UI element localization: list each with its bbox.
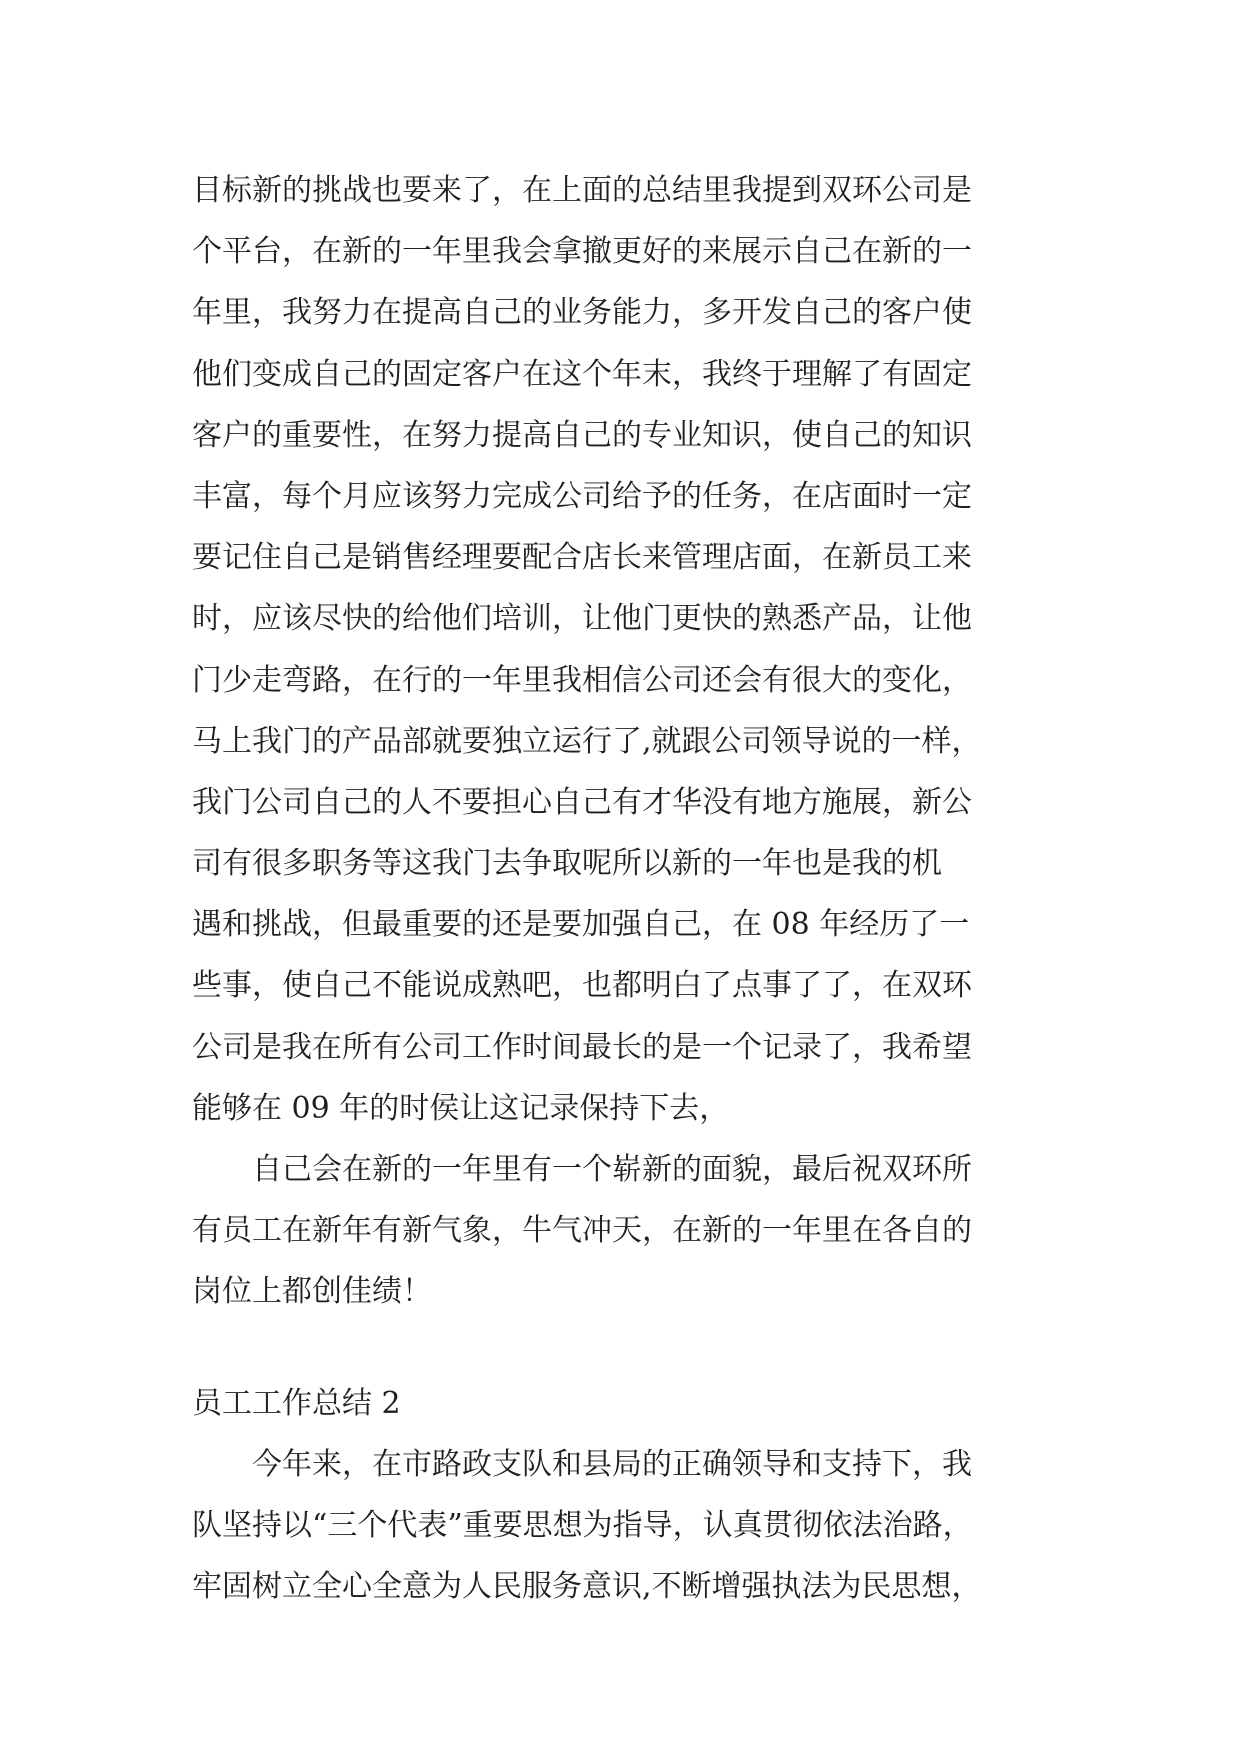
- text-line: 目标新的挑战也要来了，在上面的总结里我提到双环公司是: [192, 173, 972, 208]
- section-heading: 员工工作总结 2: [192, 1385, 401, 1421]
- text-line: 门少走弯路，在行的一年里我相信公司还会有很大的变化，: [192, 662, 972, 698]
- text-line: 司有很多职务等这我门去争取呢所以新的一年也是我的机: [192, 846, 942, 882]
- text-line: 时，应该尽快的给他们培训，让他门更快的熟悉产品，让他: [192, 601, 972, 637]
- text-line: 年里，我努力在提高自己的业务能力，多开发自己的客户使: [192, 295, 972, 331]
- text-line: 我门公司自己的人不要担心自己有才华没有地方施展，新公: [192, 784, 972, 820]
- text-line: 能够在 09 年的时侯让这记录保持下去，: [192, 1090, 730, 1126]
- paragraph-1: [192, 160, 1058, 1139]
- text-line: 丰富，每个月应该努力完成公司给予的任务，在店面时一定: [192, 478, 972, 514]
- text-line: 牢固树立全心全意为人民服务意识,不断增强执法为民思想，: [192, 1569, 982, 1605]
- text-line: 马上我门的产品部就要独立运行了,就跟公司领导说的一样，: [192, 723, 982, 759]
- paragraph-3: [192, 1434, 1058, 1618]
- text-line: 岗位上都创佳绩！: [192, 1274, 432, 1310]
- text-line: 队坚持以“三个代表”重要思想为指导，认真贯彻依法治路，: [192, 1507, 973, 1543]
- paragraph-spacer: [192, 1323, 1058, 1373]
- text-line: 个平台，在新的一年里我会拿撤更好的来展示自己在新的一: [192, 234, 972, 270]
- text-line: 些事，使自己不能说成熟吧，也都明白了点事了了，在双环: [192, 968, 972, 1004]
- text-line: 自己会在新的一年里有一个崭新的面貌，最后祝双环所: [252, 1152, 972, 1187]
- text-line: 今年来，在市路政支队和县局的正确领导和支持下，我: [252, 1446, 972, 1482]
- text-line: 遇和挑战，但最重要的还是要加强自己，在 08 年经历了一: [192, 907, 970, 943]
- text-line: 公司是我在所有公司工作时间最长的是一个记录了，我希望: [192, 1029, 972, 1065]
- text-line: 要记住自己是销售经理要配合店长来管理店面，在新员工来: [192, 540, 972, 576]
- text-line: 客户的重要性，在努力提高自己的专业知识，使自己的知识: [192, 417, 972, 453]
- document-body: [192, 160, 1058, 1617]
- text-line: 他们变成自己的固定客户在这个年末，我终于理解了有固定: [192, 356, 972, 392]
- paragraph-2: [192, 1139, 1058, 1323]
- text-line: 有员工在新年有新气象，牛气冲天，在新的一年里在各自的: [192, 1213, 972, 1249]
